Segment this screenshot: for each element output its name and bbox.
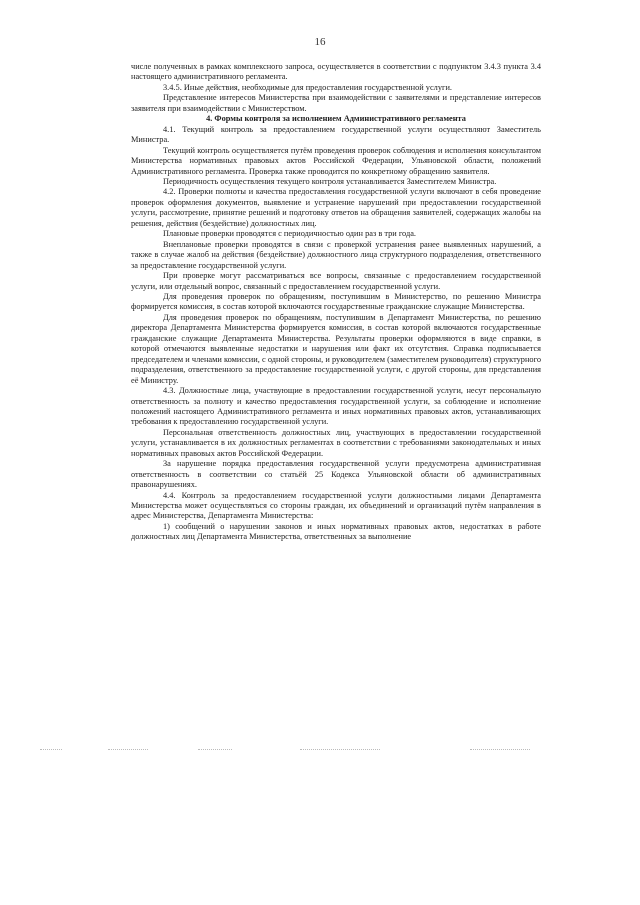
page-number: 16 [314,36,326,48]
body-paragraph: числе полученных в рамках комплексного запроса, осуществляется в соответствии с подпунктом 3.4.3 пункта 3.4 настоящего административного регламента. [131,62,541,82]
section-heading: 4. Формы контроля за исполнением Административного регламента [206,114,466,124]
body-paragraph: 3.4.5. Иные действия, необходимые для предоставления государственной услуги. [163,82,452,92]
scan-artifact-line [40,749,62,750]
body-paragraph: Плановые проверки проводятся с периодичностью один раз в три года. [163,229,417,239]
body-paragraph: 4.4. Контроль за предоставлением государственной услуги должностными лицами Департамента Министерства может осуществляться со стороны граждан, их объединений и организаций путём направления в адрес Министерства, Департамента Министерства: [131,490,541,521]
body-paragraph: Для проведения проверок по обращениям, поступившим в Министерство, по решению Министра формируется комиссия, в состав которой включаются государственные гражданские служащие Министерства. [131,291,541,312]
document-body [131,62,541,543]
body-paragraph: Внеплановые проверки проводятся в связи с проверкой устранения ранее выявленных нарушений, а также в случае жалоб на действия (бездействие) должностного лица структурного подразделения, ответственного за предоставление государственной услуги. [131,239,541,270]
body-paragraph: Текущий контроль осуществляется путём проведения проверок соблюдения и исполнения консультантом Министерства нормативных правовых актов Российской Федерации, Ульяновской области, положений Административного регламента. Проверка также проводится по конкретному обращению заявителя. [131,145,541,176]
scan-artifact-line [300,749,380,750]
scan-artifact-line [198,749,232,750]
body-paragraph: Персональная ответственность должностных лиц, участвующих в предоставлении государственной услуги, устанавливается в их должностных регламентах в соответствии с требованиями законодательных и иных нормативных правовых актов Российской Федерации. [131,427,541,458]
body-paragraph: 4.2. Проверки полноты и качества предоставления государственной услуги включают в себя проведение проверок оформления документов, выявление и устранение нарушений при предоставлении государственной услуги, рассмотрение, принятие решений и подготовку ответов на обращения заявителей, содержащих жалобы на решения, действия (бездействие) должностных лиц. [131,187,541,228]
body-paragraph: Для проведения проверок по обращениям, поступившим в Департамент Министерства, по решению директора Департамента Министерства формируется комиссия, в состав которой включаются государственные гражданские служащие Департамента Министерства. Результаты проверки оформляются в виде справки, в которой отмечаются выявленные недостатки и нарушения или факт их отсутствия. Справка подписывается председателем и членами комиссии, с одной стороны, и руководителем (заместителем руководителя) структурного подразделения, ответственного за предоставление государственной услуги, с другой стороны, для представления её Министру. [131,312,541,385]
scan-artifact-line [108,749,148,750]
body-paragraph: За нарушение порядка предоставления государственной услуги предусмотрена административная ответственность в соответствии со статьёй 25 Кодекса Ульяновской области об административных правонарушениях. [131,459,541,490]
body-paragraph: 1) сообщений о нарушении законов и иных нормативных правовых актов, недостатках в работе должностных лиц Департамента Министерства, ответственных за выполнение [131,521,541,542]
scan-artifact-line [470,749,530,750]
body-paragraph: Представление интересов Министерства при взаимодействии с заявителями и представление интересов заявителя при взаимодействии с Министерством. [131,93,541,113]
body-paragraph: 4.1. Текущий контроль за предоставлением государственной услуги осуществляют Заместитель Министра. [131,124,541,145]
body-paragraph: При проверке могут рассматриваться все вопросы, связанные с предоставлением государственной услуги, или отдельный вопрос, связанный с предоставлением государственной услуги. [131,271,541,291]
body-paragraph: Периодичность осуществления текущего контроля устанавливается Заместителем Министра. [163,176,497,186]
body-paragraph: 4.3. Должностные лица, участвующие в предоставлении государственной услуги, несут персональную ответственность за полноту и качество предоставления государственной услуги, за соблюдение и исполнение положений настоящего Административного регламента и иных нормативных правовых актов, устанавливающих требования к предоставлению государственной услуги. [131,386,541,427]
